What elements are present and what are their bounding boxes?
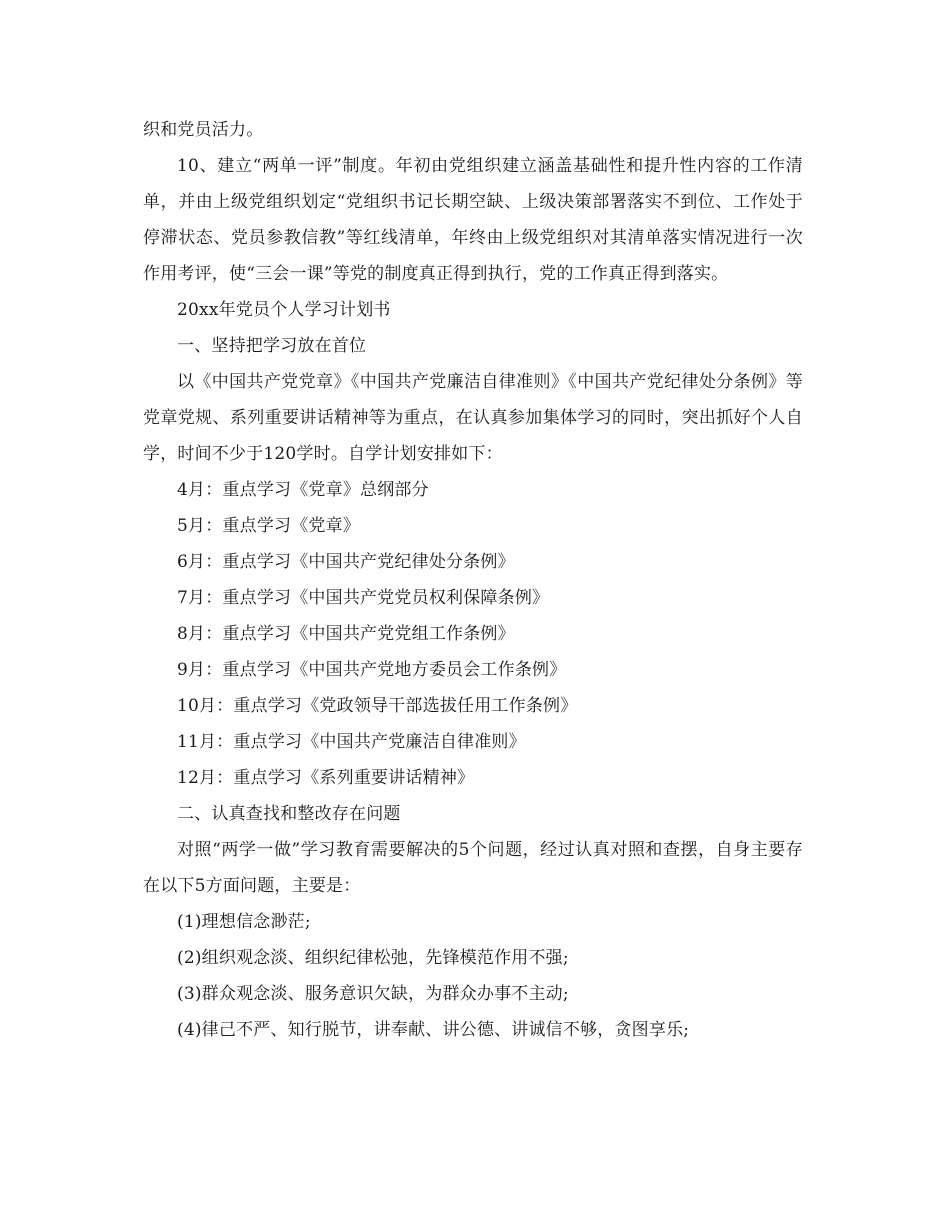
list-item: 4月：重点学习《党章》总纲部分 xyxy=(177,480,429,500)
section-title: 20xx年党员个人学习计划书 xyxy=(177,300,391,320)
list-item: 11月：重点学习《中国共产党廉洁自律准则》 xyxy=(177,732,526,752)
list-item: (3)群众观念淡、服务意识欠缺，为群众办事不主动; xyxy=(177,984,569,1004)
list-item: 9月：重点学习《中国共产党地方委员会工作条例》 xyxy=(177,660,567,680)
list-item: (4)律己不严、知行脱节，讲奉献、讲公德、讲诚信不够，贪图享乐; xyxy=(177,1020,690,1040)
paragraph: 织和党员活力。 xyxy=(143,120,264,140)
list-item: 8月：重点学习《中国共产党党组工作条例》 xyxy=(177,624,515,644)
list-item: (1)理想信念渺茫; xyxy=(177,912,311,932)
paragraph: 对照“两学一做”学习教育需要解决的5个问题，经过认真对照和查摆，自身主要存在以下5方面问题，主要是： xyxy=(143,840,803,896)
paragraph: 10、建立“两单一评”制度。年初由党组织建立涵盖基础性和提升性内容的工作清单，并由上级党组织划定“党组织书记长期空缺、上级决策部署落实不到位、工作处于停滞状态、党员参教信教”等红线清单，年终由上级党组织对其清单落实情况进行一次作用考评，使“三会一课”等党的制度真正得到执行，党的工作真正得到落实。 xyxy=(143,156,803,284)
list-item: (2)组织观念淡、组织纪律松弛，先锋模范作用不强; xyxy=(177,948,569,968)
paragraph: 以《中国共产党党章》《中国共产党廉洁自律准则》《中国共产党纪律处分条例》等党章党规、系列重要讲话精神等为重点，在认真参加集体学习的同时，突出抓好个人自学，时间不少于120学时。自学计划安排如下： xyxy=(143,372,803,464)
list-item: 12月：重点学习《系列重要讲话精神》 xyxy=(177,768,475,788)
section-heading: 二、认真查找和整改存在问题 xyxy=(177,804,401,824)
list-item: 7月：重点学习《中国共产党党员权利保障条例》 xyxy=(177,588,550,608)
list-item: 5月：重点学习《党章》 xyxy=(177,516,361,536)
section-heading: 一、坚持把学习放在首位 xyxy=(177,336,367,356)
list-item: 6月：重点学习《中国共产党纪律处分条例》 xyxy=(177,552,515,572)
document-body xyxy=(143,112,803,1048)
list-item: 10月：重点学习《党政领导干部选拔任用工作条例》 xyxy=(177,696,578,716)
